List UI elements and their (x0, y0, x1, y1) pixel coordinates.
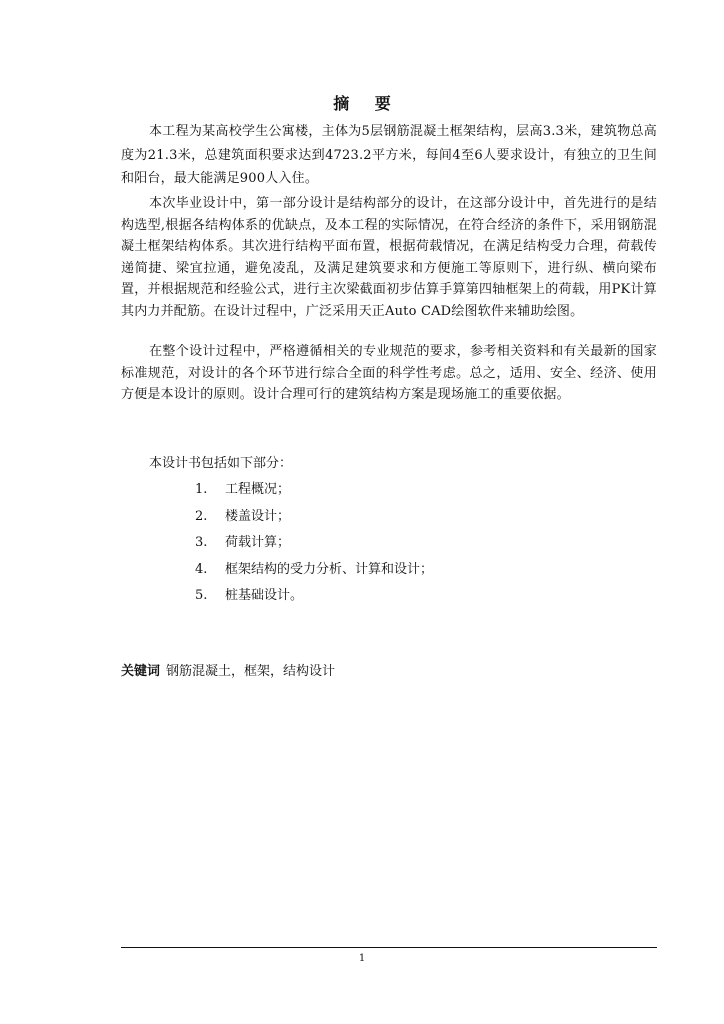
list-item (195, 478, 433, 505)
keywords-line (121, 660, 335, 679)
footer-divider (121, 947, 657, 948)
abstract-paragraph-2: 本次毕业设计中，第一部分设计是结构部分的设计，在这部分设计中，首先进行的是结构选型,根据各结构体系的优缺点，及本工程的实际情况，在符合经济的条件下，采用钢筋混凝土框架结构体系。其次进行结构平面布置，根据荷载情况，在满足结构受力合理，荷载传递简捷、梁宜拉通，避免凌乱，及满足建筑要求和方便施工等原则下，进行纵、横向梁布置，并根据规范和经验公式，进行主次梁截面初步估算手算第四轴框架上的荷载，用PK计算其内力并配筋。在设计过程中，广泛采用天正Auto CAD绘图软件来辅助绘图。 (121, 196, 657, 319)
list-item-number: 2. (195, 508, 208, 524)
list-item-text: 荷载计算； (225, 535, 291, 550)
abstract-paragraph-3: 在整个设计过程中，严格遵循相关的专业规范的要求，参考相关资料和有关最新的国家标准规范，对设计的各个环节进行综合全面的科学性考虑。总之，适用、安全、经济、使用方便是本设计的原则。设计合理可行的建筑结构方案是现场施工的重要依据。 (121, 344, 657, 403)
list-item (195, 531, 433, 558)
list-item-text: 工程概况； (225, 482, 291, 497)
list-item-number: 1. (195, 482, 208, 497)
page-number: 1 (358, 953, 366, 964)
list-item-text: 桩基础设计。 (225, 588, 304, 603)
keywords-text: 钢筋混凝土，框架，结构设计 (166, 664, 336, 679)
abstract-paragraph-1: 本工程为某高校学生公寓楼，主体为5层钢筋混凝土框架结构，层高3.3米，建筑物总高度为21.3米，总建筑面积要求达到4723.2平方米，每间4至6人要求设计，有独立的卫生间和阳台，最大能满足900人入住。 (121, 124, 657, 186)
list-item (195, 558, 433, 585)
list-item-number: 5. (195, 588, 208, 603)
list-item-text: 楼盖设计； (225, 508, 291, 524)
keywords-label: 关键词 (121, 664, 161, 679)
list-item-number: 3. (195, 535, 208, 550)
page-title: 摘 要 (333, 94, 401, 113)
list-item-text: 框架结构的受力分析、计算和设计； (225, 561, 434, 577)
contents-list (195, 478, 433, 611)
list-item (195, 505, 433, 532)
list-item (195, 584, 433, 611)
list-intro: 本设计书包括如下部分： (149, 456, 293, 471)
list-item-number: 4. (195, 561, 208, 577)
